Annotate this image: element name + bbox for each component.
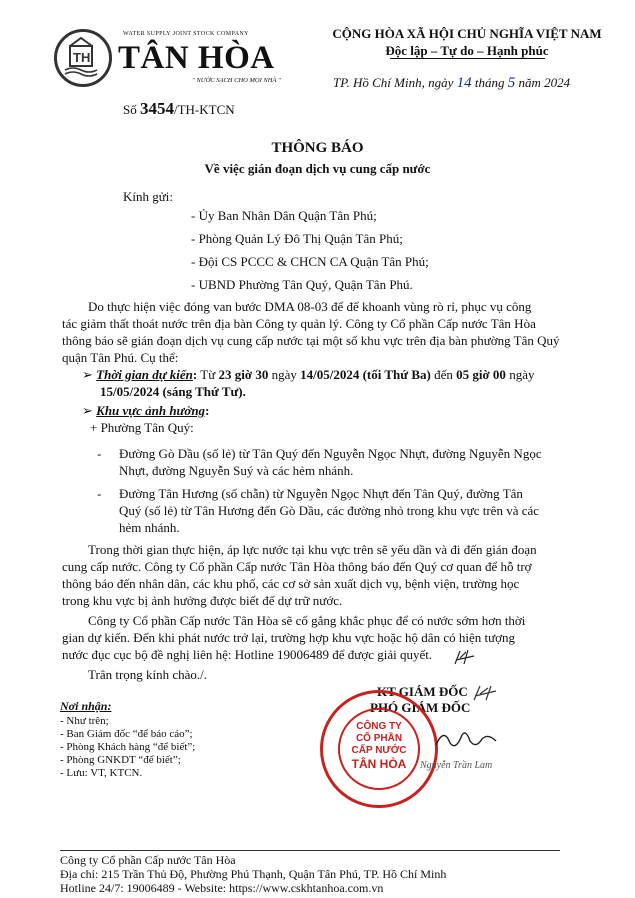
- sign-title: KT GIÁM ĐỐC: [377, 684, 468, 699]
- company-logo: [54, 29, 112, 87]
- initials-mark-icon: [470, 684, 500, 704]
- paragraph-contact: Công ty Cổ phần Cấp nước Tân Hòa sẽ cố gắng khắc phục để có nước sớm hơn thời gian dự kiến. Đến khi phát nước trở lại, trường hợp khu vực hoặc hộ dân có hiện tượng nước đục cục bộ đề nghị liên hệ: Hotline 19006489 để được giải quyết.: [62, 613, 526, 662]
- logo-mark-icon: [57, 32, 109, 84]
- receivers-title: Nơi nhận:: [60, 699, 112, 713]
- doc-number-value: 3454: [139, 99, 174, 118]
- company-name: TÂN HÒA: [118, 40, 275, 76]
- doc-number: Số 3454/TH-KTCN: [123, 99, 235, 118]
- doc-title: THÔNG BÁO: [271, 140, 364, 156]
- svg-text:TH: TH: [73, 50, 91, 65]
- initials-mark-icon: [452, 648, 478, 668]
- recipient-item: - Ủy Ban Nhân Dân Quận Tân Phú;: [191, 208, 377, 223]
- issue-date: TP. Hồ Chí Minh, ngày 14 tháng 5 năm 2024: [333, 75, 571, 91]
- footer-divider: [60, 850, 560, 851]
- recipient-item: - UBND Phường Tân Quý, Quận Tân Phú.: [191, 277, 413, 292]
- recipient-item: - Phòng Quản Lý Đô Thị Quận Tân Phú;: [191, 231, 403, 246]
- receivers-block: Nơi nhận: - Như trên; - Ban Giám đốc “để báo cáo”; - Phòng Khách hàng “để biết”; - Phòng GNKDT “để biết”; - Lưu: VT, KTCN.: [60, 699, 196, 779]
- nation-title: CỘNG HÒA XÃ HỘI CHỦ NGHĨA VIỆT NAM: [332, 26, 602, 41]
- recipient-item: - Đội CS PCCC & CHCN CA Quận Tân Phú;: [191, 254, 429, 269]
- signer-name: Nguyễn Trần Lam: [420, 760, 493, 771]
- area-section: ➢ Khu vực ảnh hưởng: + Phường Tân Quý:: [82, 403, 210, 435]
- area-item-2: - Đường Tân Hương (số chẵn) từ Nguyễn Ngọc Nhựt đến Tân Quý, đường Tân Quý (số lẻ) từ Tân Hương đến Gò Dầu, các đường nhỏ trong khu vực trên và các hẻm nhánh.: [97, 486, 540, 535]
- footer: Công ty Cổ phần Cấp nước Tân Hòa Địa chỉ: 215 Trần Thủ Độ, Phường Phú Thạnh, Quận Tân Phú, TP. Hồ Chí Minh Hotline 24/7: 19006489 - Website: https://www.cskhtanhoa.com.vn: [60, 853, 447, 895]
- sign-subtitle: PHÓ GIÁM ĐỐC: [370, 700, 471, 715]
- time-section: ➢ Thời gian dự kiến: Từ 23 giờ 30 ngày 14/05/2024 (tối Thứ Ba) đến 05 giờ 00 ngày 15/05/2024 (sáng Thứ Tư).: [82, 367, 535, 399]
- company-slogan: " NƯỚC SẠCH CHO MỌI NHÀ ": [192, 77, 281, 84]
- company-seal: CÔNG TY CỔ PHẦN CẤP NƯỚC TÂN HÒA: [320, 690, 438, 808]
- arrow-bullet-icon: ➢: [82, 367, 93, 382]
- paragraph-impact: Trong thời gian thực hiện, áp lực nước tại khu vực trên sẽ yếu dần và đi đến gián đoạn cung cấp nước. Công ty Cổ phần Cấp nước Tân Hòa thông báo đến Quý cơ quan để hỗ trợ thông báo đến nhân dân, các khu phố, các cơ sở sản xuất dịch vụ, bệnh viện, trường học trong khu vực bị ảnh hưởng được biết để dự trữ nước.: [62, 542, 537, 608]
- greeting: Kính gửi:: [123, 189, 174, 204]
- recipient-list: [191, 207, 429, 293]
- paragraph-intro: Do thực hiện việc đóng van bước DMA 08-03 để để khoanh vùng rò rỉ, phục vụ công tác giảm thất thoát nước trên địa bàn Công ty quản lý. Công ty Cổ phần Cấp nước Tân Hòa thông báo sẽ gián đoạn dịch vụ cung cấp nước tại một số khu vực trên địa bàn phường Tân Quý quận Tân Phú. Cụ thể:: [62, 299, 560, 365]
- area-item-1: - Đường Gò Dầu (số lẻ) từ Tân Quý đến Nguyễn Ngọc Nhựt, đường Nguyễn Ngọc Nhựt, đường Nguyễn Suý và các hẻm nhánh.: [97, 446, 542, 478]
- doc-subtitle: Về việc gián đoạn dịch vụ cung cấp nước: [204, 161, 431, 176]
- closing: Trân trọng kính chào./.: [88, 667, 208, 682]
- ward-label: + Phường Tân Quý:: [90, 420, 194, 435]
- company-eng-name: WATER SUPPLY JOINT STOCK COMPANY: [123, 31, 249, 37]
- motto-underline: [390, 58, 545, 59]
- nation-motto: Độc lập – Tự do – Hạnh phúc: [385, 43, 549, 58]
- arrow-bullet-icon: ➢: [82, 403, 93, 418]
- signature-icon: [430, 725, 500, 755]
